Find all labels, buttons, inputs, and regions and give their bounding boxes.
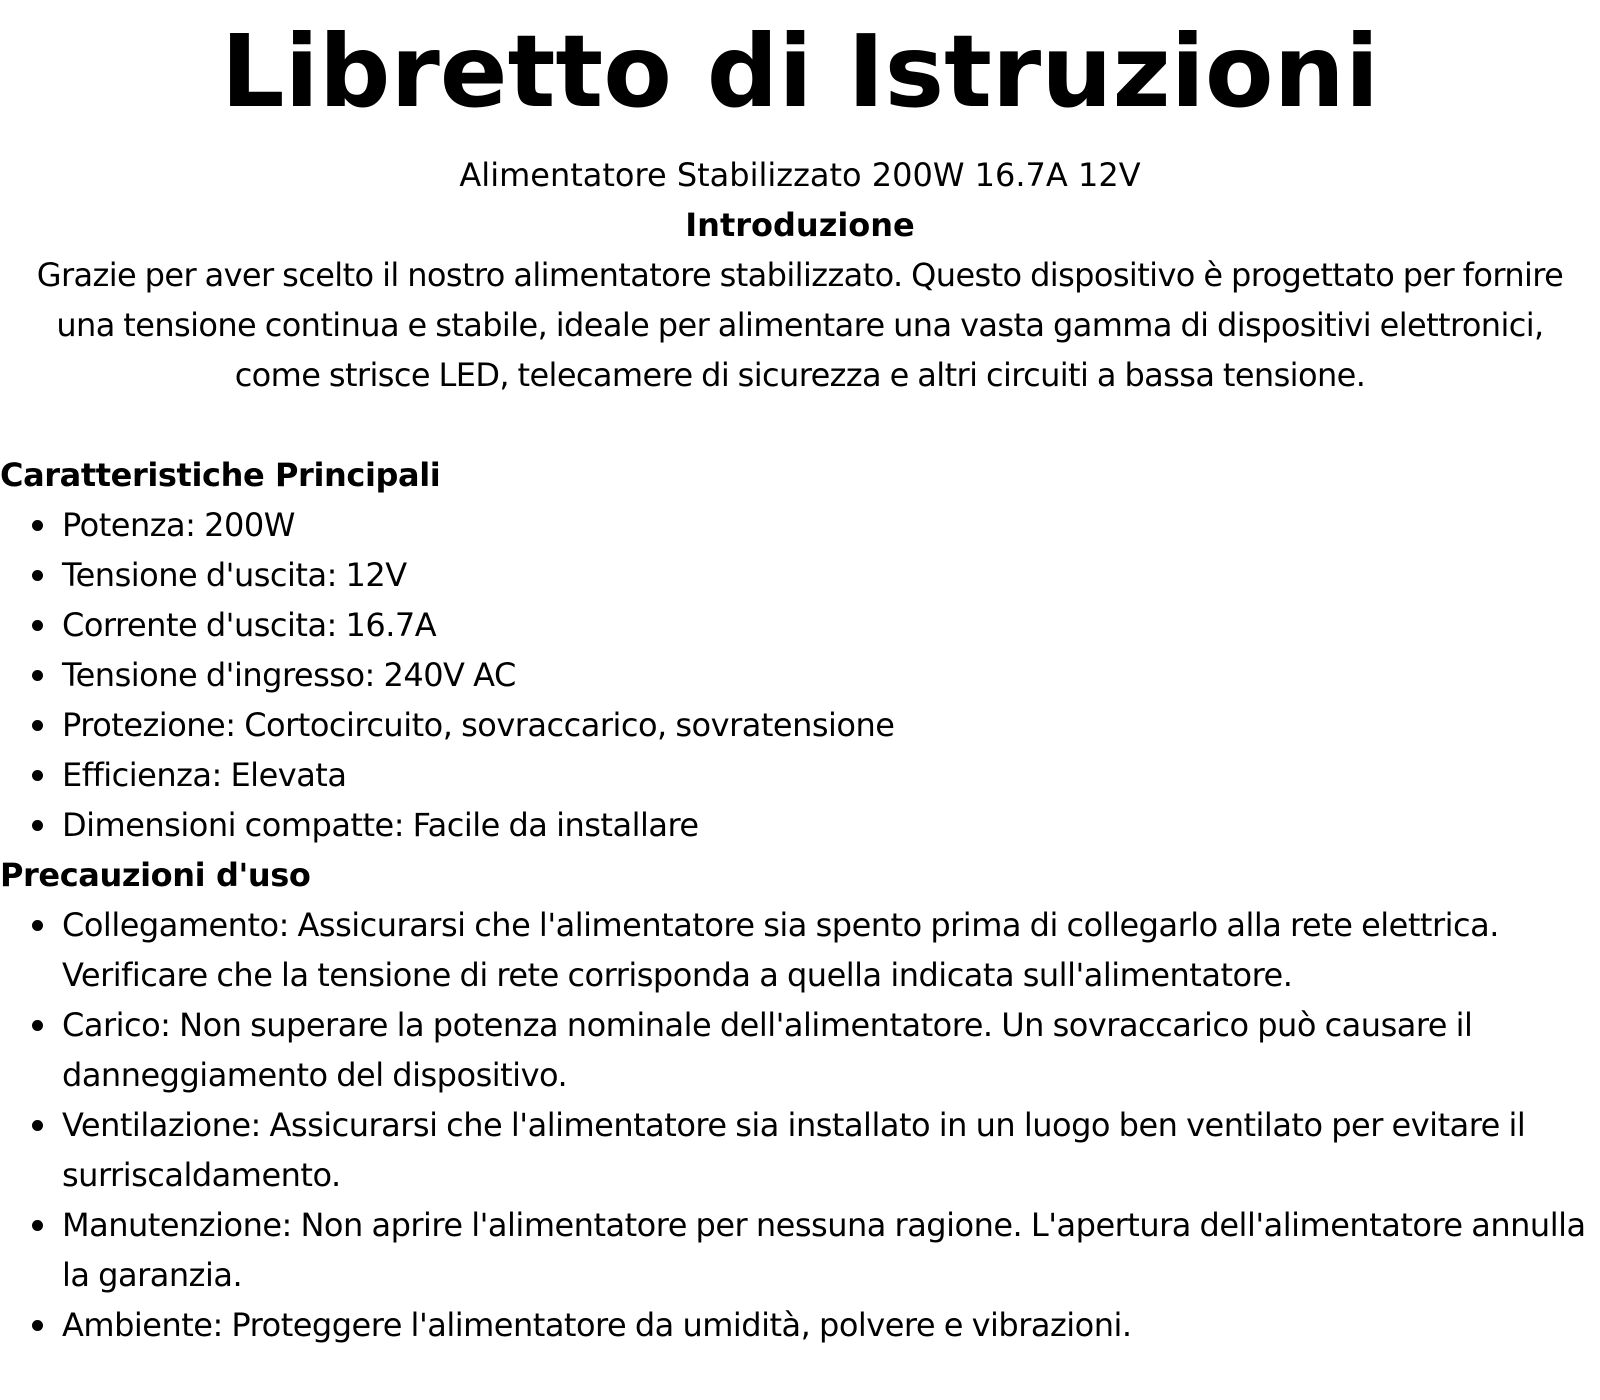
- list-item: [62, 550, 1600, 600]
- list-item-text: Corrente d'uscita: 16.7A: [62, 606, 437, 644]
- list-item-text: Dimensioni compatte: Facile da installare: [62, 806, 699, 844]
- intro-heading: Introduzione: [685, 206, 915, 244]
- bullet-icon: [32, 770, 43, 781]
- list-item: [62, 1000, 1600, 1100]
- bullet-icon: [32, 1220, 43, 1231]
- list-item-text: Ventilazione: Assicurarsi che l'alimentatore sia installato in un luogo ben ventilato per evitare il surriscaldamento.: [62, 1106, 1526, 1194]
- list-item-text: Tensione d'uscita: 12V: [62, 556, 407, 594]
- bullet-icon: [32, 520, 43, 531]
- list-item-text: Carico: Non superare la potenza nominale dell'alimentatore. Un sovraccarico può causare il danneggiamento del dispositivo.: [62, 1006, 1473, 1094]
- section-spacer: [0, 400, 1600, 450]
- list-item: [62, 800, 1600, 850]
- bullet-icon: [32, 670, 43, 681]
- list-item: [62, 650, 1600, 700]
- bullet-icon: [32, 1120, 43, 1131]
- bullet-icon: [32, 1020, 43, 1031]
- list-item: [62, 500, 1600, 550]
- features-heading: Caratteristiche Principali: [0, 456, 441, 494]
- list-item-text: Collegamento: Assicurarsi che l'alimentatore sia spento prima di collegarlo alla rete elettrica. Verificare che la tensione di rete corrisponda a quella indicata sull'alimentatore.: [62, 906, 1499, 994]
- list-item: [62, 1300, 1600, 1350]
- list-item: [62, 750, 1600, 800]
- precautions-heading: Precauzioni d'uso: [0, 856, 311, 894]
- bullet-icon: [32, 1320, 43, 1331]
- document-title: Libretto di Istruzioni: [220, 13, 1380, 130]
- list-item-text: Protezione: Cortocircuito, sovraccarico, sovratensione: [62, 706, 895, 744]
- list-item: [62, 700, 1600, 750]
- precautions-list: [0, 900, 1600, 1350]
- bullet-icon: [32, 620, 43, 631]
- list-item: [62, 1200, 1600, 1300]
- list-item-text: Manutenzione: Non aprire l'alimentatore per nessuna ragione. L'apertura dell'alimentatore annulla la garanzia.: [62, 1206, 1586, 1294]
- list-item: [62, 1100, 1600, 1200]
- bullet-icon: [32, 720, 43, 731]
- list-item-text: Potenza: 200W: [62, 506, 295, 544]
- bullet-icon: [32, 570, 43, 581]
- bullet-icon: [32, 820, 43, 831]
- list-item-text: Ambiente: Proteggere l'alimentatore da umidità, polvere e vibrazioni.: [62, 1306, 1132, 1344]
- list-item: [62, 600, 1600, 650]
- list-item-text: Efficienza: Elevata: [62, 756, 347, 794]
- bullet-icon: [32, 920, 43, 931]
- intro-paragraph: Grazie per aver scelto il nostro alimentatore stabilizzato. Questo dispositivo è progettato per fornire una tensione continua e stabile, ideale per alimentare una vasta gamma di dispositivi elettronici, come strisce LED, telecamere di sicurezza e altri circuiti a bassa tensione.: [36, 256, 1564, 394]
- list-item-text: Tensione d'ingresso: 240V AC: [62, 656, 516, 694]
- features-list: [0, 500, 1600, 850]
- list-item: [62, 900, 1600, 1000]
- document-subtitle: Alimentatore Stabilizzato 200W 16.7A 12V: [459, 156, 1141, 194]
